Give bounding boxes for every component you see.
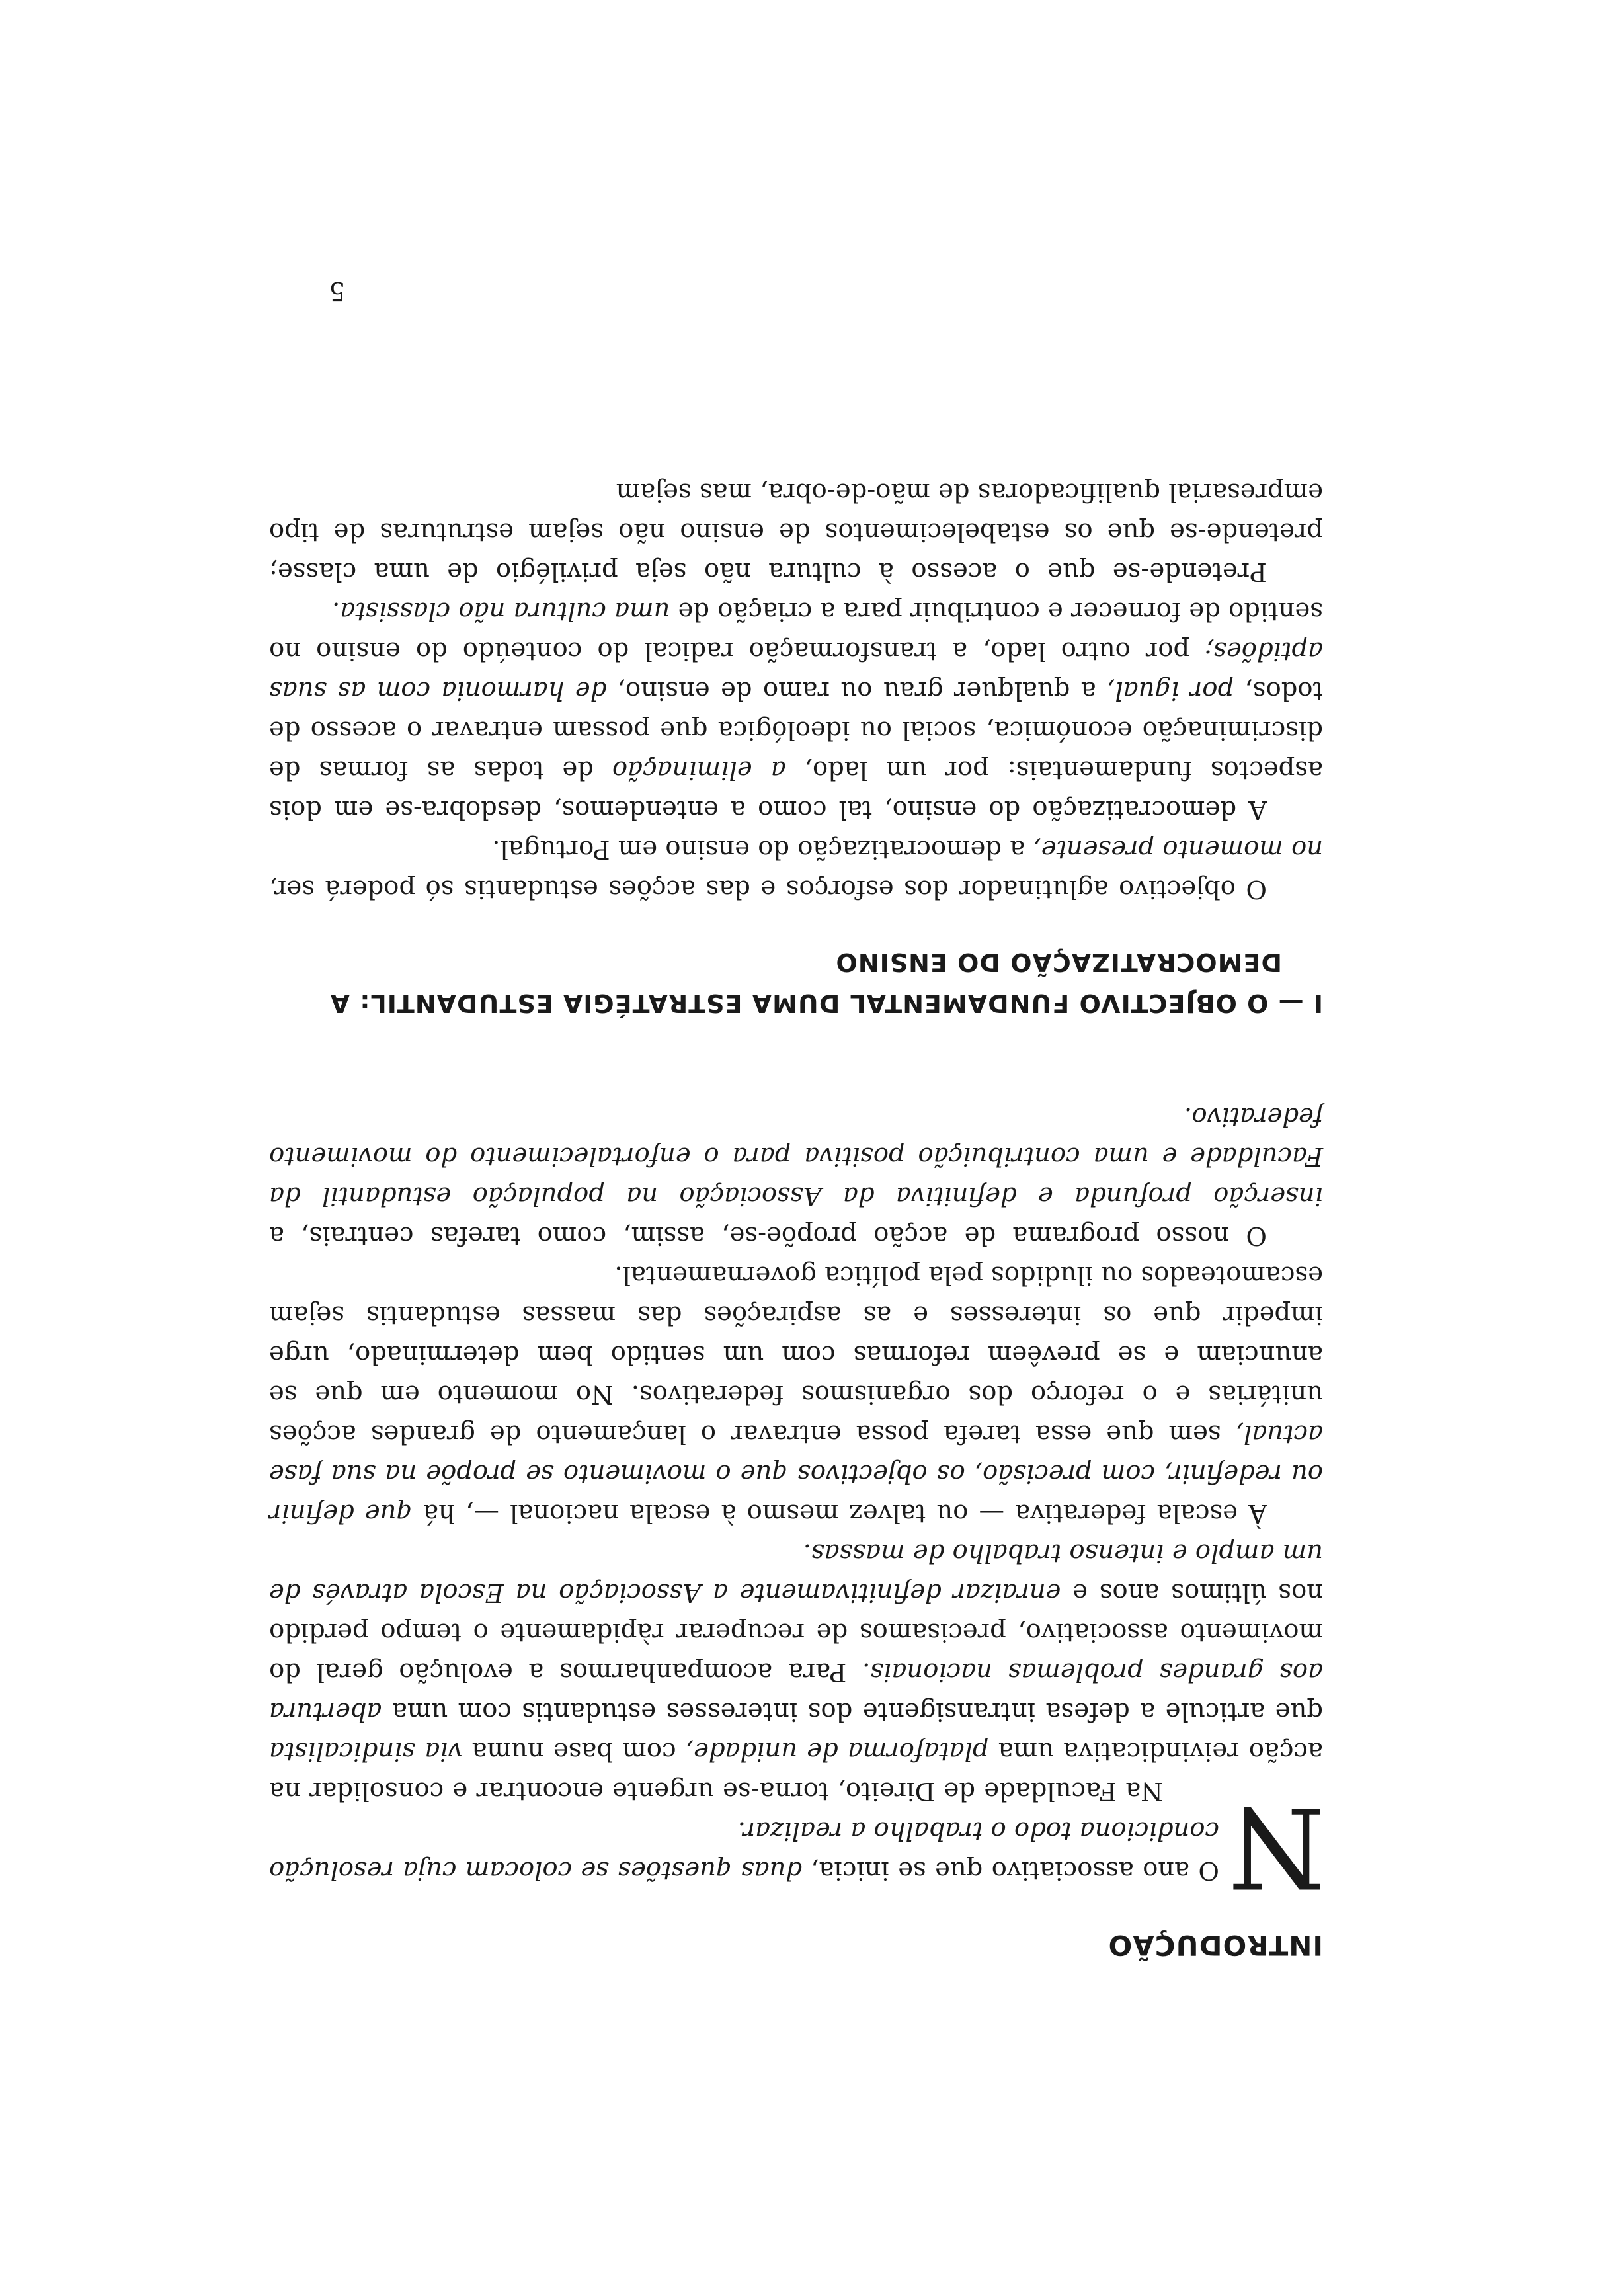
drop-cap: N	[1228, 1782, 1326, 1912]
intro-paragraph-2: Na Faculdade de Direito, torna-se urgente encontrar e consolidar na acção reivindicativa uma plataforma de unidade, com base numa via sindicalista que articule a defesa intransigente dos interesses estudantis com uma abertura aos grandes problemas nacionais. Para acompanharmos a evolução geral do movimento associativo, precisamos de recuperar ràpidamente o tempo perdido nos últimos anos e enraizar definitivamente a Associação na Escola através de um amplo e intenso trabalho de massas.	[269, 1538, 1323, 1806]
section-paragraph-3: Pretende-se que o acesso à cultura não seja privilégio de uma classe; pretende-se que os estabelecimentos de ensino não sejam estruturas de tipo empresarial qualificadoras de mão-de-obra, mas sejam	[269, 477, 1323, 587]
text-column	[269, 472, 1326, 1961]
intro-paragraph-4: O nosso programa de acção propõe-se, assim, como tarefas centrais, a inserção profunda e definitiva da Associação na população estudantil da Faculdade e uma contribuição positiva para o enfortalecimento do movimento federativo.	[269, 1102, 1323, 1250]
page-number: 5	[329, 276, 345, 306]
section-paragraph-2: A democratização do ensino, tal como a entendemos, desdobra-se em dois aspectos fundamentais: por um lado, a eliminação de todas as formas de discriminação económica, social ou ideológica que possam entravar o acesso de todos, por igual, a qualquer grau ou ramo de ensino, de harmonia com as suas aptidões; por outro lado, a transformação radical do conteúdo do ensino no sentido de fornecer e contribuir para a criação de uma cultura não classista.	[269, 596, 1323, 825]
section-heading: I — O OBJECTIVO FUNDAMENTAL DUMA ESTRATÉGIA ESTUDANTIL: A DEMOCRATIZAÇÃO DO ENSINO	[329, 948, 1323, 1018]
section-paragraph-1: O objectivo aglutinador dos esforços e das acções estudantis só poderá ser, no momento presente, a democratização do ensino em Portugal.	[269, 835, 1323, 904]
intro-paragraph-3: À escala federativa — ou talvez mesmo à escala nacional —, há que definir ou redefinir, com precisão, os objectivos que o movimento se propõe na sua fase actual, sem que essa tarefa possa entravar o lançamento de grandes acções unitárias e o reforço dos organismos federativos. No momento em que se anunciam e se prevêem reformas com um sentido bem determinado, urge impedir que os interesses e as aspirações das massas estudantis sejam escamoteados ou iludidos pela política governamental.	[269, 1260, 1323, 1528]
introduction-heading: INTRODUÇÃO	[1107, 1929, 1323, 1961]
intro-paragraph-1: N O ano associativo que se inicia, duas questões se colocam cuja resolução condiciona todo o trabalho a realizar.	[269, 1782, 1326, 1912]
